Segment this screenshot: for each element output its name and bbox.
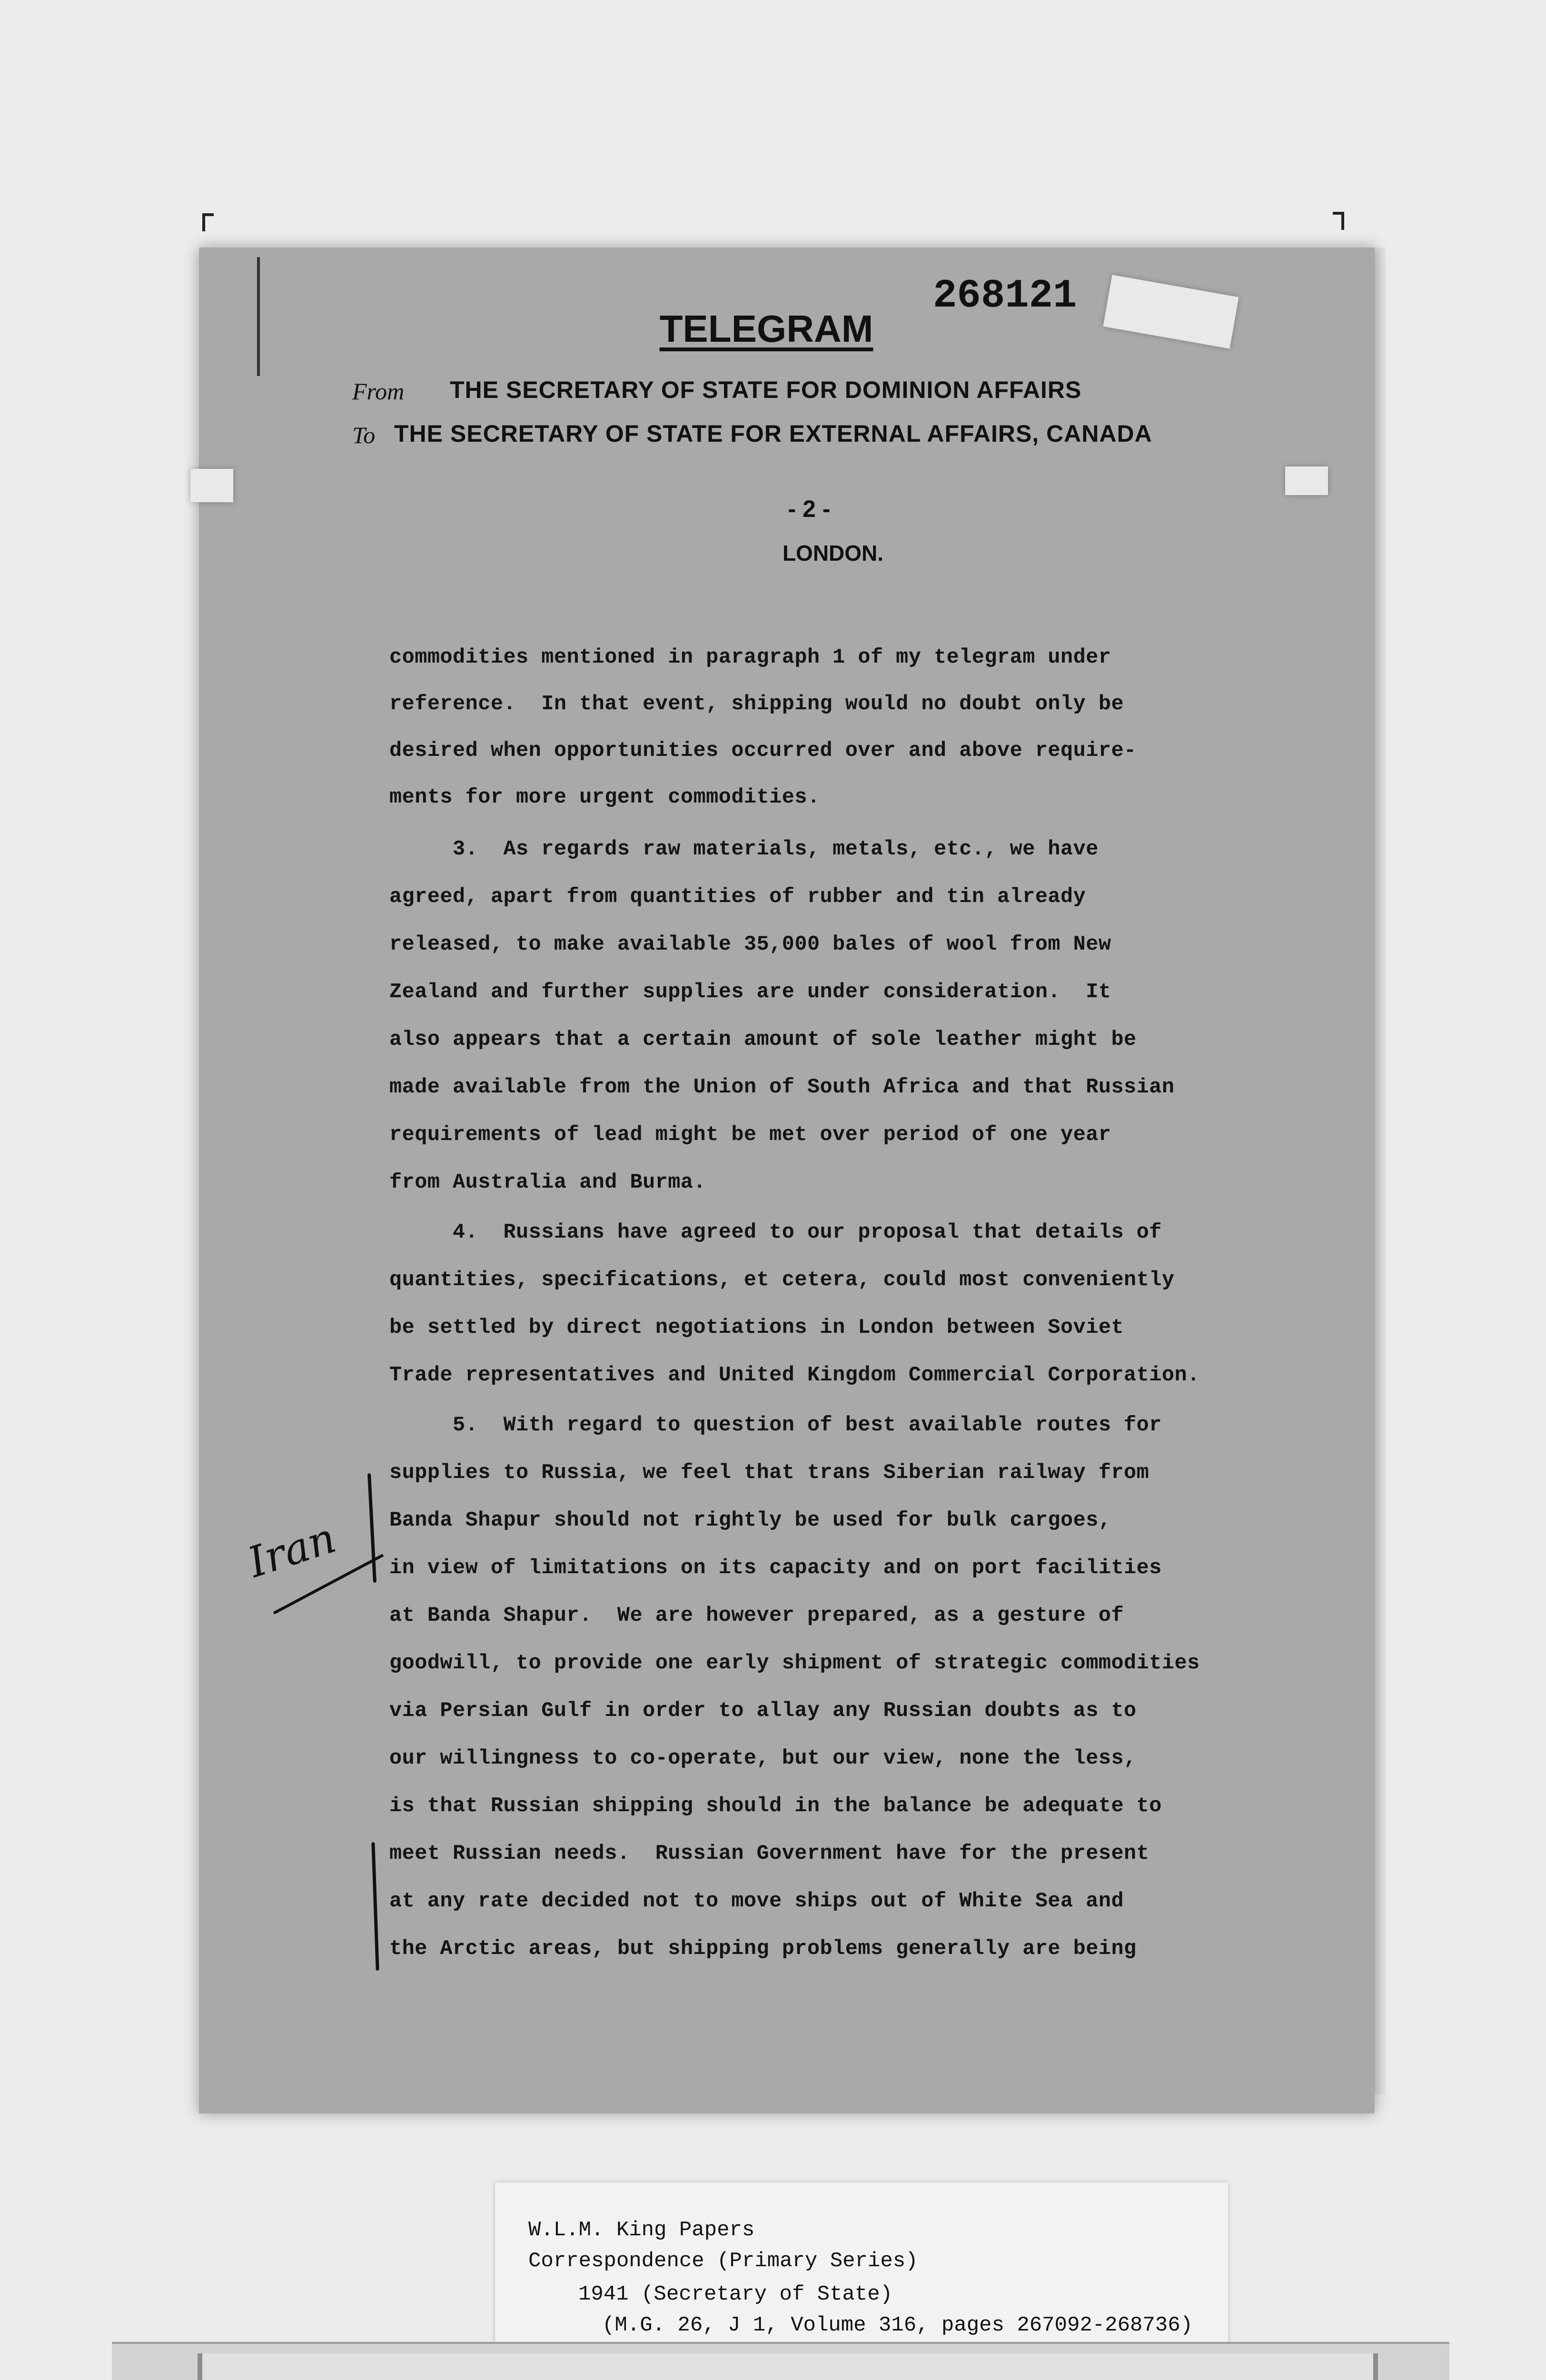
body-line: made available from the Union of South Africa and that Russian bbox=[389, 1076, 1175, 1099]
body-line: quantities, specifications, et cetera, could most conveniently bbox=[389, 1269, 1175, 1292]
body-line: our willingness to co-operate, but our view, none the less, bbox=[389, 1747, 1137, 1770]
body-line: reference. In that event, shipping would no doubt only be bbox=[389, 693, 1124, 716]
body-line: 5. With regard to question of best available routes for bbox=[389, 1414, 1162, 1437]
body-line: Zealand and further supplies are under consideration. It bbox=[389, 981, 1111, 1004]
place-line: LONDON. bbox=[782, 541, 884, 565]
body-line: meet Russian needs. Russian Government have for the present bbox=[389, 1842, 1150, 1865]
document-number: 268121 bbox=[933, 274, 1077, 319]
from-label: From bbox=[352, 378, 405, 405]
fold-mark bbox=[257, 257, 269, 376]
citation-line: 1941 (Secretary of State) bbox=[578, 2282, 893, 2306]
archives-card bbox=[112, 2342, 1449, 2380]
body-line: from Australia and Burma. bbox=[389, 1171, 706, 1194]
body-line: supplies to Russia, we feel that trans Siberian railway from bbox=[389, 1461, 1150, 1485]
body-line: 4. Russians have agreed to our proposal that details of bbox=[389, 1221, 1162, 1244]
body-line: Trade representatives and United Kingdom Commercial Corporation. bbox=[389, 1364, 1200, 1387]
to-text: THE SECRETARY OF STATE FOR EXTERNAL AFFAIRS, CANADA bbox=[394, 420, 1152, 447]
body-line: agreed, apart from quantities of rubber and tin already bbox=[389, 885, 1086, 909]
body-line: at any rate decided not to move ships out of White Sea and bbox=[389, 1890, 1124, 1913]
tape-strip bbox=[1285, 466, 1328, 495]
body-line: Banda Shapur should not rightly be used for bulk cargoes, bbox=[389, 1509, 1111, 1532]
page-number: - 2 - bbox=[788, 496, 831, 522]
crop-mark-top-right bbox=[1333, 212, 1344, 230]
handwritten-margin-note: Iran bbox=[242, 1513, 342, 1587]
from-text: THE SECRETARY OF STATE FOR DOMINION AFFAIRS bbox=[450, 377, 1082, 403]
citation-line: (M.G. 26, J 1, Volume 316, pages 267092-268736) bbox=[602, 2313, 1193, 2337]
body-line: requirements of lead might be met over period of one year bbox=[389, 1123, 1111, 1147]
body-line: desired when opportunities occurred over and above require- bbox=[389, 739, 1137, 763]
telegram-title: TELEGRAM bbox=[659, 307, 873, 350]
body-line: ments for more urgent commodities. bbox=[389, 786, 820, 809]
body-line: in view of limitations on its capacity and on port facilities bbox=[389, 1557, 1162, 1580]
body-line: commodities mentioned in paragraph 1 of my telegram under bbox=[389, 646, 1111, 669]
body-line: also appears that a certain amount of sole leather might be bbox=[389, 1028, 1137, 1051]
body-line: 3. As regards raw materials, metals, etc., we have bbox=[389, 838, 1099, 861]
body-line: the Arctic areas, but shipping problems generally are being bbox=[389, 1937, 1137, 1961]
body-line: via Persian Gulf in order to allay any Russian doubts as to bbox=[389, 1699, 1137, 1723]
archives-card-inner bbox=[198, 2353, 1378, 2380]
body-line: at Banda Shapur. We are however prepared, as a gesture of bbox=[389, 1604, 1124, 1627]
telegram-sheet bbox=[199, 248, 1375, 2113]
citation-line: W.L.M. King Papers bbox=[528, 2218, 755, 2242]
crop-mark-top-left bbox=[202, 213, 214, 231]
to-label: To bbox=[352, 422, 376, 448]
tape-strip bbox=[190, 469, 233, 502]
body-line: is that Russian shipping should in the balance be adequate to bbox=[389, 1795, 1162, 1818]
body-line: released, to make available 35,000 bales of wool from New bbox=[389, 933, 1111, 956]
body-line: goodwill, to provide one early shipment of strategic commodities bbox=[389, 1652, 1200, 1675]
citation-line: Correspondence (Primary Series) bbox=[528, 2249, 918, 2273]
body-line: be settled by direct negotiations in London between Soviet bbox=[389, 1316, 1124, 1339]
